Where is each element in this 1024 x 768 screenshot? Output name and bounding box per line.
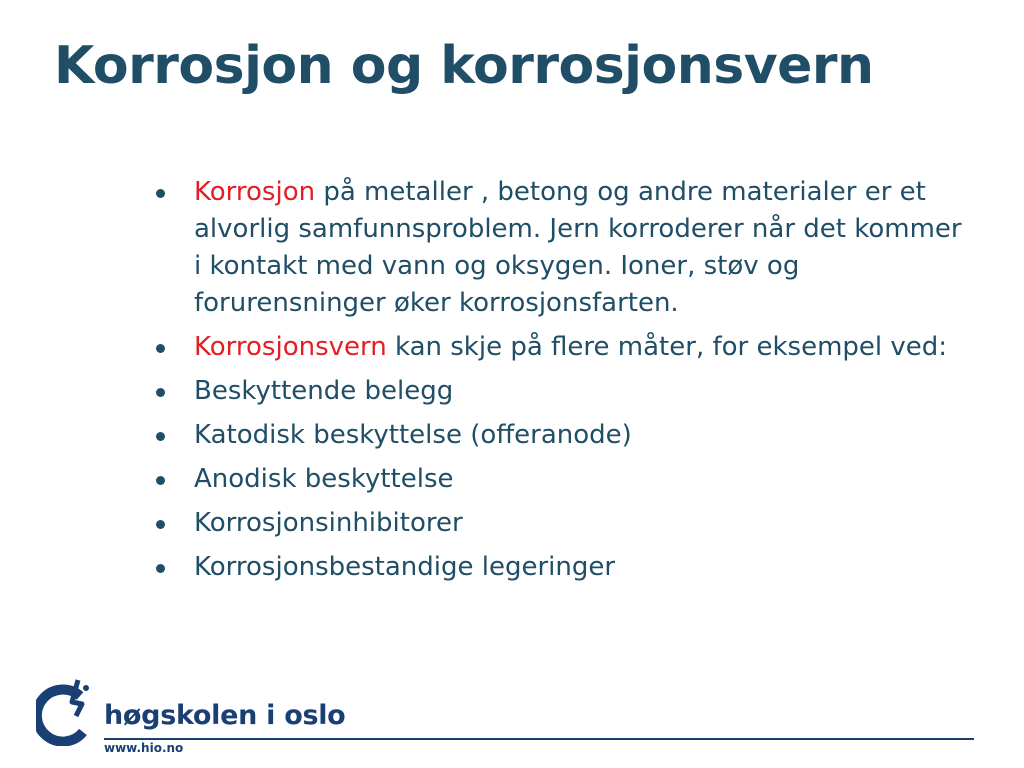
bullet-dot-icon [156, 388, 165, 397]
bullet-dot-icon [156, 344, 165, 353]
bullet-item [154, 417, 964, 454]
bullet-accent-text: Korrosjon [194, 177, 316, 207]
bullet-text: Korrosjonsbestandige legeringer [194, 552, 616, 582]
bullet-dot-icon [156, 432, 165, 441]
bullet-item [154, 329, 964, 366]
bullet-list [154, 174, 964, 593]
bullet-text: Beskyttende belegg [194, 376, 454, 406]
hio-logo-icon [36, 676, 98, 746]
bullet-item [154, 461, 964, 498]
bullet-item [154, 505, 964, 542]
footer-divider [104, 738, 974, 740]
bullet-dot-icon [156, 520, 165, 529]
bullet-text: Katodisk beskyttelse (offeranode) [194, 420, 632, 450]
bullet-text: på metaller , betong og andre materialer er et alvorlig samfunnsproblem. Jern korroderer når det kommer i kontakt med vann og oksygen. Ioner, støv og forurensninger øker korrosjonsfarten. [194, 177, 962, 318]
slide-title: Korrosjon og korrosjonsvern [54, 36, 874, 96]
logo-name: høgskolen i oslo [104, 700, 346, 731]
bullet-item [154, 174, 964, 322]
bullet-text: kan skje på flere måter, for eksempel ved: [386, 332, 948, 362]
bullet-dot-icon [156, 564, 165, 573]
bullet-dot-icon [156, 476, 165, 485]
bullet-text: Korrosjonsinhibitorer [194, 508, 463, 538]
footer-url: www.hio.no [104, 741, 184, 755]
bullet-item [154, 549, 964, 586]
bullet-text: Anodisk beskyttelse [194, 464, 454, 494]
bullet-accent-text: Korrosjonsvern [194, 332, 387, 362]
bullet-item [154, 373, 964, 410]
bullet-dot-icon [156, 189, 165, 198]
